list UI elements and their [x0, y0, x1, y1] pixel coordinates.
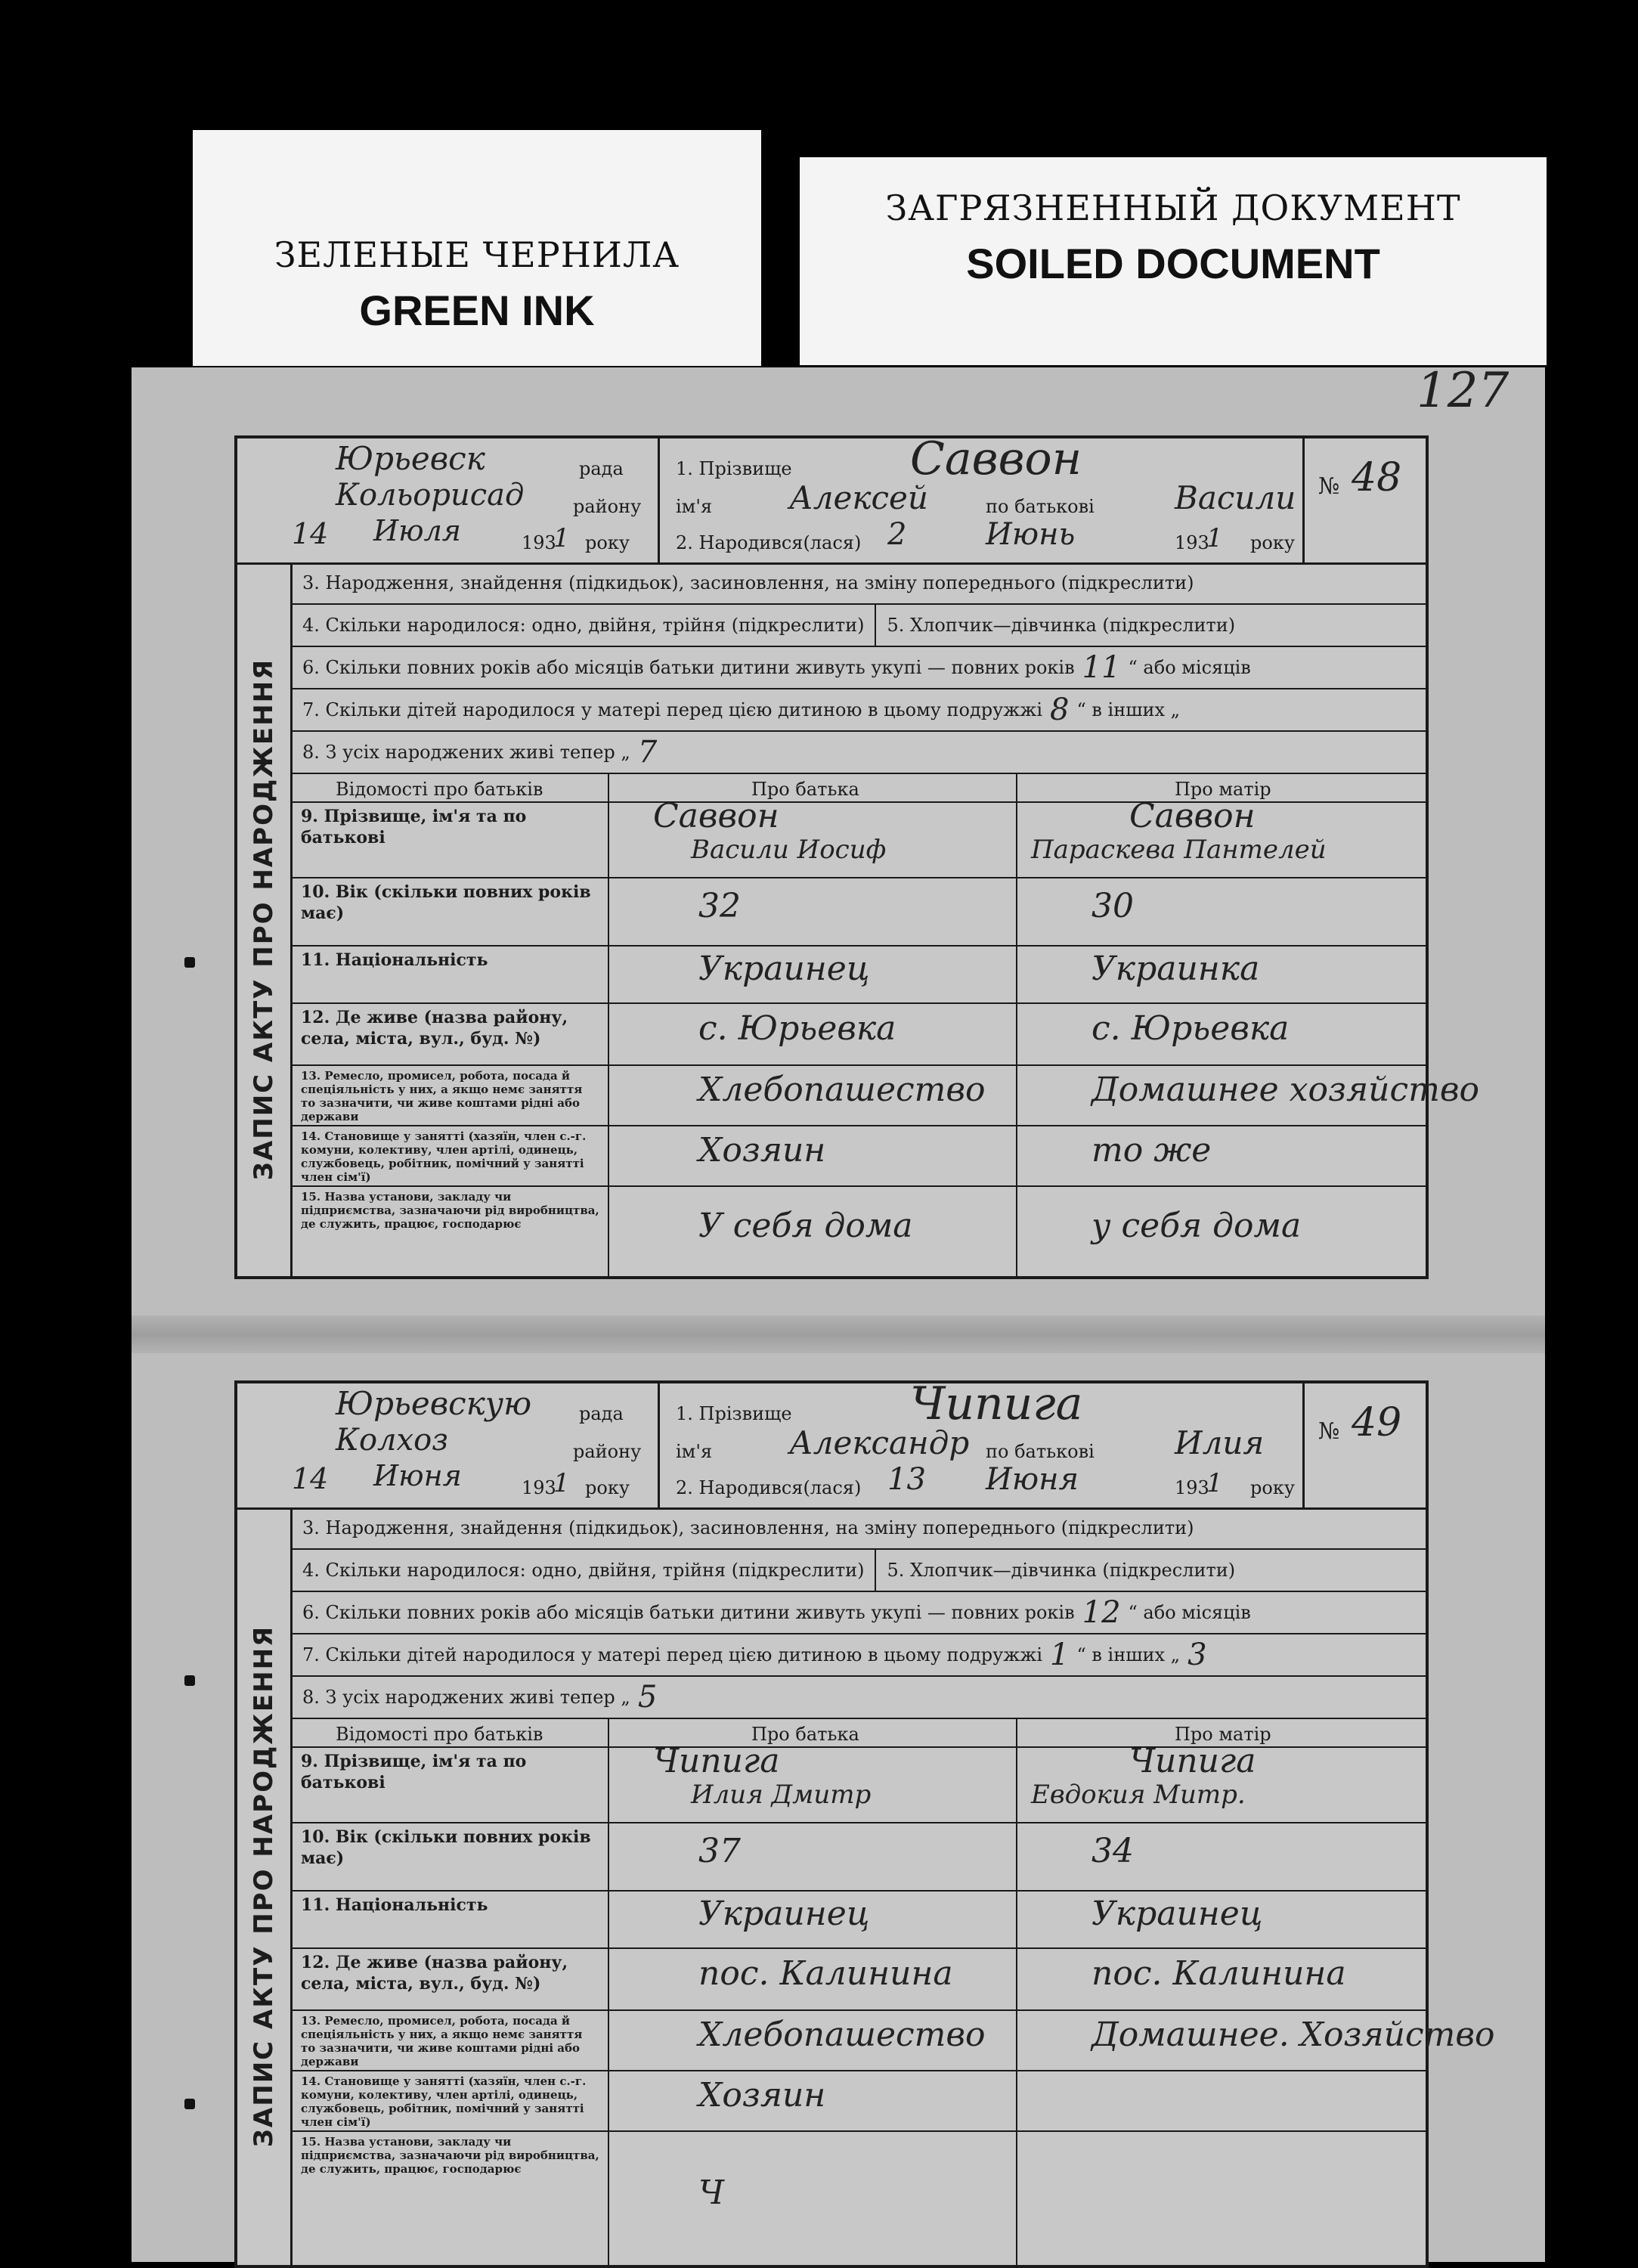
father-position-value: Хозяин: [698, 2076, 826, 2115]
patronymic-label: по батькові: [986, 496, 1095, 517]
rada-value: Юрьевск: [336, 440, 485, 477]
roku-label: року: [585, 532, 630, 553]
side-label: [237, 1507, 293, 2265]
parents-header: Відомості про батьків: [336, 1724, 543, 1745]
mother-residence-value: с. Юрьевка: [1091, 1009, 1290, 1048]
raion-label: району: [573, 1441, 642, 1462]
father-position-value: Хозяин: [698, 1131, 826, 1170]
form-row: [290, 647, 1426, 689]
year-digit: 1: [553, 523, 570, 553]
field-6-months-label: “ або місяців: [1128, 657, 1251, 678]
soiled-document-label-en: SOILED DOCUMENT: [966, 240, 1380, 287]
page-fold: [132, 1315, 1545, 1353]
field-5-label: 5. Хлопчик—дівчинка (підкреслити): [875, 1550, 1235, 1591]
field-12-label: 12. Де живе (назва району, села, міста, вул., буд. №): [301, 1953, 568, 1994]
name-label: ім'я: [676, 496, 713, 517]
mother-age-value: 30: [1091, 887, 1134, 925]
born-month: Июня: [986, 1462, 1079, 1497]
parents-table: [290, 774, 1479, 1276]
field-13-label: 13. Ремесло, промисел, робота, посада й спеціяльність у них, а якщо немє заняття то зазначити, чи живе коштами рідні або держави: [301, 2014, 583, 2068]
born-year-prefix: 193: [1175, 1477, 1209, 1498]
born-label: 2. Народився(лася): [676, 1477, 862, 1498]
field-9-label: 9. Прізвище, ім'я та по батькові: [301, 807, 527, 847]
page-number: 127: [1417, 363, 1509, 419]
father-residence-value: с. Юрьевка: [698, 1009, 896, 1048]
date-month: Июля: [373, 514, 461, 547]
form-row: [290, 605, 1426, 647]
record-header: [237, 1377, 1426, 1510]
alive-now-value: 5: [637, 1680, 658, 1715]
patronymic-value: Илия: [1175, 1424, 1265, 1461]
mother-header: Про матір: [1175, 779, 1271, 800]
mother-name-line1: Чипига: [1129, 1742, 1256, 1780]
mother-nationality-value: Украинка: [1091, 950, 1260, 988]
birth-record: [234, 1377, 1495, 2268]
rada-label: рада: [579, 458, 624, 479]
father-institution-value: У себя дома: [698, 1207, 913, 1245]
raion-value: Кольорисад: [336, 478, 525, 513]
field-8-label: 8. З усіх народжених живі тепер „: [302, 742, 630, 763]
born-year-digit: 1: [1206, 523, 1223, 553]
surname-label: 1. Прізвище: [676, 458, 792, 479]
father-age-value: 32: [698, 887, 741, 925]
record-header: [237, 432, 1426, 565]
form-row: [290, 1634, 1426, 1677]
father-age-value: 37: [698, 1832, 741, 1870]
field-5-label: 5. Хлопчик—дівчинка (підкреслити): [875, 605, 1235, 646]
children-before-value: 1: [1050, 1637, 1070, 1672]
punch-hole: [184, 1675, 195, 1686]
form-row: [290, 1677, 1426, 1719]
soiled-document-label: [800, 157, 1547, 365]
rada-label: рада: [579, 1403, 624, 1424]
mother-occupation-value: Домашнее хозяйство: [1091, 1070, 1479, 1109]
mother-institution-value: у себя дома: [1091, 1207, 1302, 1245]
mother-name-line2: Евдокия Митр.: [1031, 1780, 1246, 1810]
father-name-line2: Илия Дмитр: [691, 1780, 872, 1810]
father-header: Про батька: [751, 779, 859, 800]
field-11-label: 11. Національність: [301, 950, 488, 970]
field-12-label: 12. Де живе (назва району, села, міста, вул., буд. №): [301, 1008, 568, 1049]
punch-hole: [184, 957, 195, 968]
father-name-line2: Васили Иосиф: [691, 835, 887, 865]
number-label: №: [1318, 1418, 1340, 1445]
field-7-other-label: “ в інших „: [1076, 699, 1181, 720]
children-other-value: 3: [1187, 1637, 1207, 1672]
field-6-label: 6. Скільки повних років або місяців батьки дитини живуть укупі — повних років: [302, 657, 1075, 678]
born-month: Июнь: [986, 517, 1076, 552]
surname-value: Чипига: [910, 1377, 1083, 1430]
born-label: 2. Народився(лася): [676, 532, 862, 553]
raion-label: району: [573, 496, 642, 517]
table-header-line: [290, 774, 1426, 803]
born-day: 2: [887, 517, 907, 552]
parents-table: [290, 1719, 1495, 2265]
mother-position-value: то же: [1091, 1131, 1212, 1170]
field-15-label: 15. Назва установи, закладу чи підприємства, зазначаючи рід виробництва, де служить, працює, господарює: [301, 1190, 599, 1231]
field-13-label: 13. Ремесло, промисел, робота, посада й спеціяльність у них, а якщо немє заняття то зазначити, чи живе коштами рідні або держави: [301, 1069, 583, 1123]
years-together-value: 11: [1082, 650, 1121, 685]
punch-hole: [184, 2099, 195, 2109]
born-roku-label: року: [1250, 1477, 1295, 1498]
record-number: 49: [1352, 1400, 1402, 1445]
alive-now-value: 7: [637, 735, 658, 770]
surname-value: Саввон: [910, 432, 1082, 485]
father-name-line1: Чипига: [653, 1742, 780, 1780]
name-label: ім'я: [676, 1441, 713, 1462]
father-name-line1: Саввон: [653, 797, 779, 835]
form-row: [290, 1592, 1426, 1634]
raion-value: Колхоз: [336, 1423, 448, 1458]
field-11-label: 11. Національність: [301, 1895, 488, 1915]
field-3-label: 3. Народження, знайдення (підкидьок), засиновлення, на зміну попереднього (підкреслити): [302, 572, 1194, 593]
rada-value: Юрьевскую: [336, 1385, 532, 1422]
number-label: №: [1318, 473, 1340, 500]
field-6-label: 6. Скільки повних років або місяців батьки дитини живуть укупі — повних років: [302, 1602, 1075, 1623]
father-header: Про батька: [751, 1724, 859, 1745]
record-number-box: [1302, 1383, 1426, 1507]
father-occupation-value: Хлебопашество: [698, 1070, 986, 1109]
side-label: [237, 562, 293, 1276]
father-institution-value: Ч: [698, 2174, 725, 2212]
date-month: Июня: [373, 1459, 462, 1492]
field-4-label: 4. Скільки народилося: одно, двійня, трійня (підкреслити): [302, 615, 865, 636]
document-sheet: [132, 363, 1545, 2262]
mother-name-line1: Саввон: [1129, 797, 1256, 835]
header-child: [661, 432, 1302, 562]
mother-name-line2: Параскева Пантелей: [1031, 835, 1327, 865]
form-row: [290, 1550, 1426, 1592]
father-residence-value: пос. Калинина: [698, 1954, 953, 1993]
field-15-label: 15. Назва установи, закладу чи підприємства, зазначаючи рід виробництва, де служить, працює, господарює: [301, 2135, 599, 2176]
form-row: [290, 689, 1426, 732]
mother-age-value: 34: [1091, 1832, 1134, 1870]
form-row: [290, 732, 1426, 774]
field-10-label: 10. Вік (скільки повних років має): [301, 882, 591, 923]
field-7-other-label: “ в інших „: [1076, 1644, 1181, 1665]
side-label-text: ЗАПИС АКТУ ПРО НАРОДЖЕННЯ: [249, 658, 279, 1181]
form-row: [290, 562, 1426, 605]
mother-header: Про матір: [1175, 1724, 1271, 1745]
field-3-label: 3. Народження, знайдення (підкидьок), засиновлення, на зміну попереднього (підкреслити): [302, 1517, 1194, 1538]
field-14-label: 14. Становище у занятті (хазяїн, член с.-г. комуни, колективу, член артілі, одинець, службовець, робітник, помічний у занятті член сім'ї): [301, 1129, 587, 1184]
roku-label: року: [585, 1477, 630, 1498]
mother-occupation-value: Домашнее. Хозяйство: [1091, 2015, 1495, 2054]
field-14-label: 14. Становище у занятті (хазяїн, член с.-г. комуни, колективу, член артілі, одинець, службовець, робітник, помічний у занятті член сім'ї): [301, 2074, 587, 2129]
parents-header: Відомості про батьків: [336, 779, 543, 800]
date-day: 14: [292, 517, 329, 550]
green-ink-label-en: GREEN INK: [359, 287, 595, 334]
birth-record: [234, 432, 1479, 1279]
born-year-prefix: 193: [1175, 532, 1209, 553]
green-ink-label: [193, 130, 761, 366]
patronymic-label: по батькові: [986, 1441, 1095, 1462]
form-row: [290, 1507, 1426, 1550]
born-roku-label: року: [1250, 532, 1295, 553]
header-place-date: [237, 1383, 660, 1507]
surname-label: 1. Прізвище: [676, 1403, 792, 1424]
soiled-document-label-ru: ЗАГРЯЗНЕННЫЙ ДОКУМЕНТ: [885, 187, 1461, 228]
date-day: 14: [292, 1462, 329, 1495]
field-7-label: 7. Скільки дітей народилося у матері перед цією дитиною в цьому подружжі: [302, 1644, 1043, 1665]
field-7-label: 7. Скільки дітей народилося у матері перед цією дитиною в цьому подружжі: [302, 699, 1043, 720]
green-ink-label-ru: ЗЕЛЕНЫЕ ЧЕРНИЛА: [274, 234, 680, 275]
field-10-label: 10. Вік (скільки повних років має): [301, 1827, 591, 1868]
father-nationality-value: Украинец: [698, 950, 870, 988]
name-value: Алексей: [789, 479, 928, 516]
field-4-label: 4. Скільки народилося: одно, двійня, трійня (підкреслити): [302, 1560, 865, 1581]
field-9-label: 9. Прізвище, ім'я та по батькові: [301, 1752, 527, 1792]
father-occupation-value: Хлебопашество: [698, 2015, 986, 2054]
year-prefix: 193: [522, 532, 556, 553]
years-together-value: 12: [1082, 1595, 1121, 1630]
born-year-digit: 1: [1206, 1468, 1223, 1498]
record-number-box: [1302, 438, 1426, 562]
year-digit: 1: [553, 1468, 570, 1498]
patronymic-value: Васили: [1175, 479, 1296, 516]
father-nationality-value: Украинец: [698, 1895, 870, 1933]
year-prefix: 193: [522, 1477, 556, 1498]
header-child: [661, 1377, 1302, 1507]
field-6-months-label: “ або місяців: [1128, 1602, 1251, 1623]
children-before-value: 8: [1050, 692, 1070, 727]
field-8-label: 8. З усіх народжених живі тепер „: [302, 1687, 630, 1708]
side-label-text: ЗАПИС АКТУ ПРО НАРОДЖЕННЯ: [249, 1625, 279, 2148]
record-number: 48: [1352, 455, 1402, 500]
born-day: 13: [887, 1462, 926, 1497]
name-value: Александр: [789, 1424, 970, 1461]
header-place-date: [237, 438, 660, 562]
mother-residence-value: пос. Калинина: [1091, 1954, 1346, 1993]
mother-nationality-value: Украинец: [1091, 1895, 1263, 1933]
